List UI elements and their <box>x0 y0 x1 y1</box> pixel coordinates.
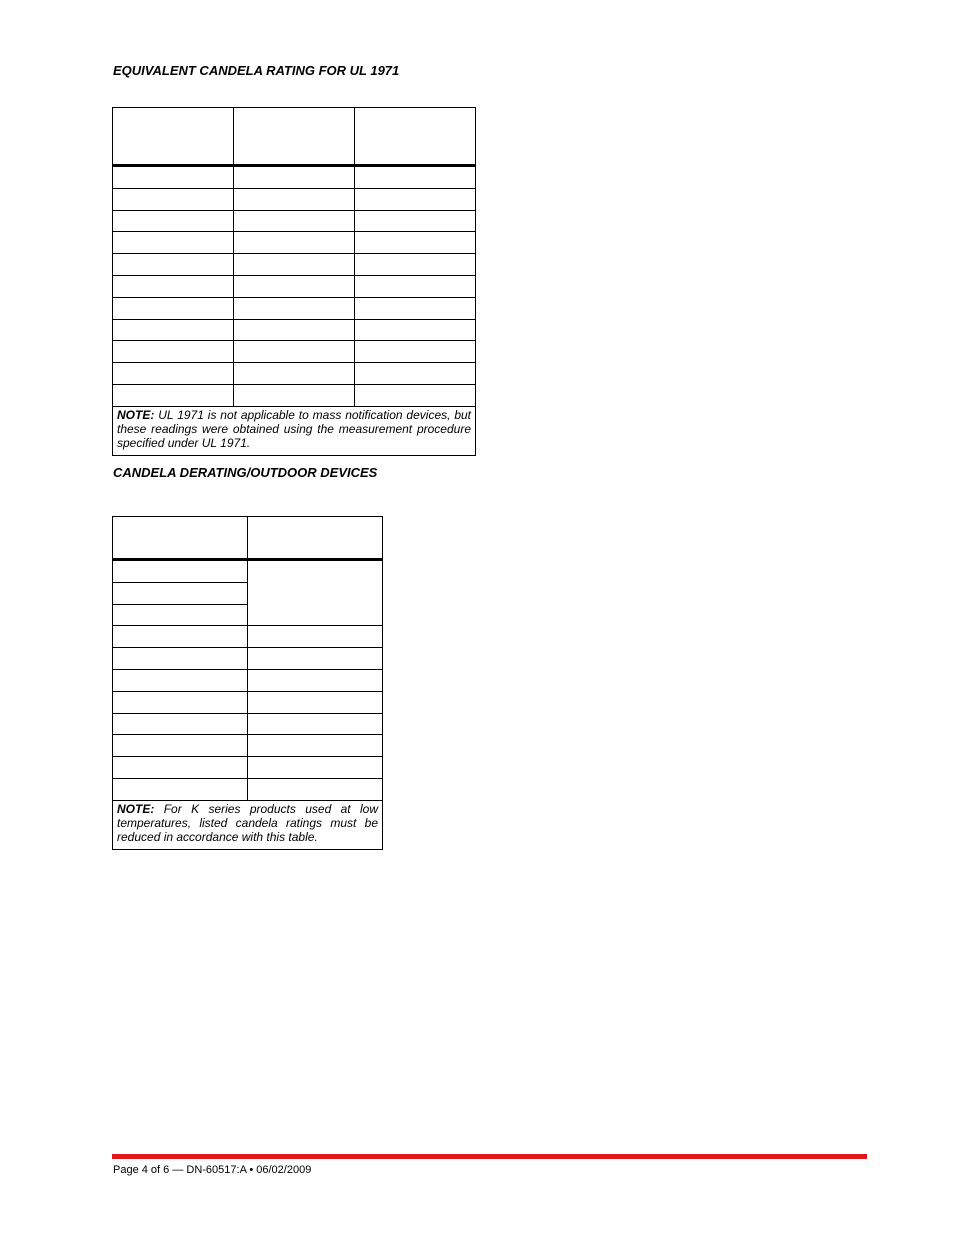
table-cell <box>355 297 476 319</box>
table-cell <box>234 232 355 254</box>
table-row <box>113 626 383 648</box>
table-row <box>113 275 476 297</box>
table-row <box>113 188 476 210</box>
table-cell <box>355 319 476 341</box>
table-row <box>113 363 476 385</box>
table-row <box>113 166 476 189</box>
table-cell <box>113 188 234 210</box>
table-row <box>113 254 476 276</box>
table-cell <box>113 384 234 406</box>
page-footer: Page 4 of 6 — DN-60517:A • 06/02/2009 <box>113 1164 312 1176</box>
table-row <box>113 297 476 319</box>
table-cell <box>113 297 234 319</box>
table-cell <box>248 735 383 757</box>
table-cell <box>113 757 248 779</box>
header-cell <box>234 108 355 166</box>
note-text: UL 1971 is not applicable to mass notification devices, but these readings were obtained using the measurement procedure specified under UL 1971. <box>117 407 471 450</box>
table-row <box>113 560 383 583</box>
table-row <box>113 319 476 341</box>
table-cell <box>234 384 355 406</box>
table-row <box>113 735 383 757</box>
table-cell <box>113 210 234 232</box>
table-cell <box>234 188 355 210</box>
table-cell <box>355 363 476 385</box>
table-cell <box>234 363 355 385</box>
table-row <box>113 691 383 713</box>
table-cell <box>113 778 248 800</box>
table-cell <box>355 275 476 297</box>
candela-derating-heading: CANDELA DERATING/OUTDOOR DEVICES <box>113 465 378 480</box>
note-text: For K series products used at low temperatures, listed candela ratings must be reduced in accordance with this table. <box>117 801 378 844</box>
table-cell <box>248 757 383 779</box>
note-label: NOTE: <box>117 801 155 816</box>
table-cell <box>234 319 355 341</box>
table-cell <box>234 254 355 276</box>
equivalent-candela-heading: EQUIVALENT CANDELA RATING FOR UL 1971 <box>113 63 400 78</box>
table-cell <box>113 560 248 583</box>
header-cell <box>113 517 248 560</box>
table-row <box>113 778 383 800</box>
table-cell <box>248 713 383 735</box>
note-label: NOTE: <box>117 407 155 422</box>
table-cell <box>355 254 476 276</box>
table-cell <box>113 626 248 648</box>
table-row <box>113 232 476 254</box>
footer-rule <box>112 1154 867 1159</box>
table-cell <box>248 669 383 691</box>
header-cell <box>248 517 383 560</box>
note-row <box>113 800 383 849</box>
table-cell <box>234 210 355 232</box>
candela-derating-table <box>112 516 383 850</box>
table-cell <box>234 166 355 189</box>
table-cell <box>113 363 234 385</box>
table-row <box>113 648 383 670</box>
table-cell <box>234 275 355 297</box>
merged-cell <box>248 560 383 626</box>
table-cell <box>234 297 355 319</box>
table-cell <box>248 648 383 670</box>
table-cell <box>113 713 248 735</box>
table-cell <box>113 232 234 254</box>
header-cell <box>355 108 476 166</box>
table-cell <box>113 341 234 363</box>
table-cell <box>355 232 476 254</box>
ul1971-note <box>113 406 476 455</box>
equivalent-candela-table <box>112 107 476 456</box>
table-row <box>113 384 476 406</box>
header-cell <box>113 108 234 166</box>
table-cell <box>248 778 383 800</box>
table-cell <box>113 735 248 757</box>
note-row <box>113 406 476 455</box>
table-cell <box>113 275 234 297</box>
table-cell <box>113 691 248 713</box>
table-cell <box>113 648 248 670</box>
table-cell <box>234 341 355 363</box>
table-cell <box>113 604 248 626</box>
table-cell <box>113 319 234 341</box>
table-cell <box>355 210 476 232</box>
table-row <box>113 341 476 363</box>
table-header-row <box>113 517 383 560</box>
table-cell <box>248 626 383 648</box>
table-cell <box>113 669 248 691</box>
k-series-note <box>113 800 383 849</box>
table-cell <box>355 384 476 406</box>
table-cell <box>248 691 383 713</box>
table-cell <box>355 341 476 363</box>
table-header-row <box>113 108 476 166</box>
table-cell <box>355 166 476 189</box>
table-row <box>113 713 383 735</box>
table-cell <box>113 166 234 189</box>
table-row <box>113 210 476 232</box>
table-row <box>113 757 383 779</box>
table-cell <box>113 582 248 604</box>
table-cell <box>113 254 234 276</box>
table-row <box>113 669 383 691</box>
table-cell <box>355 188 476 210</box>
